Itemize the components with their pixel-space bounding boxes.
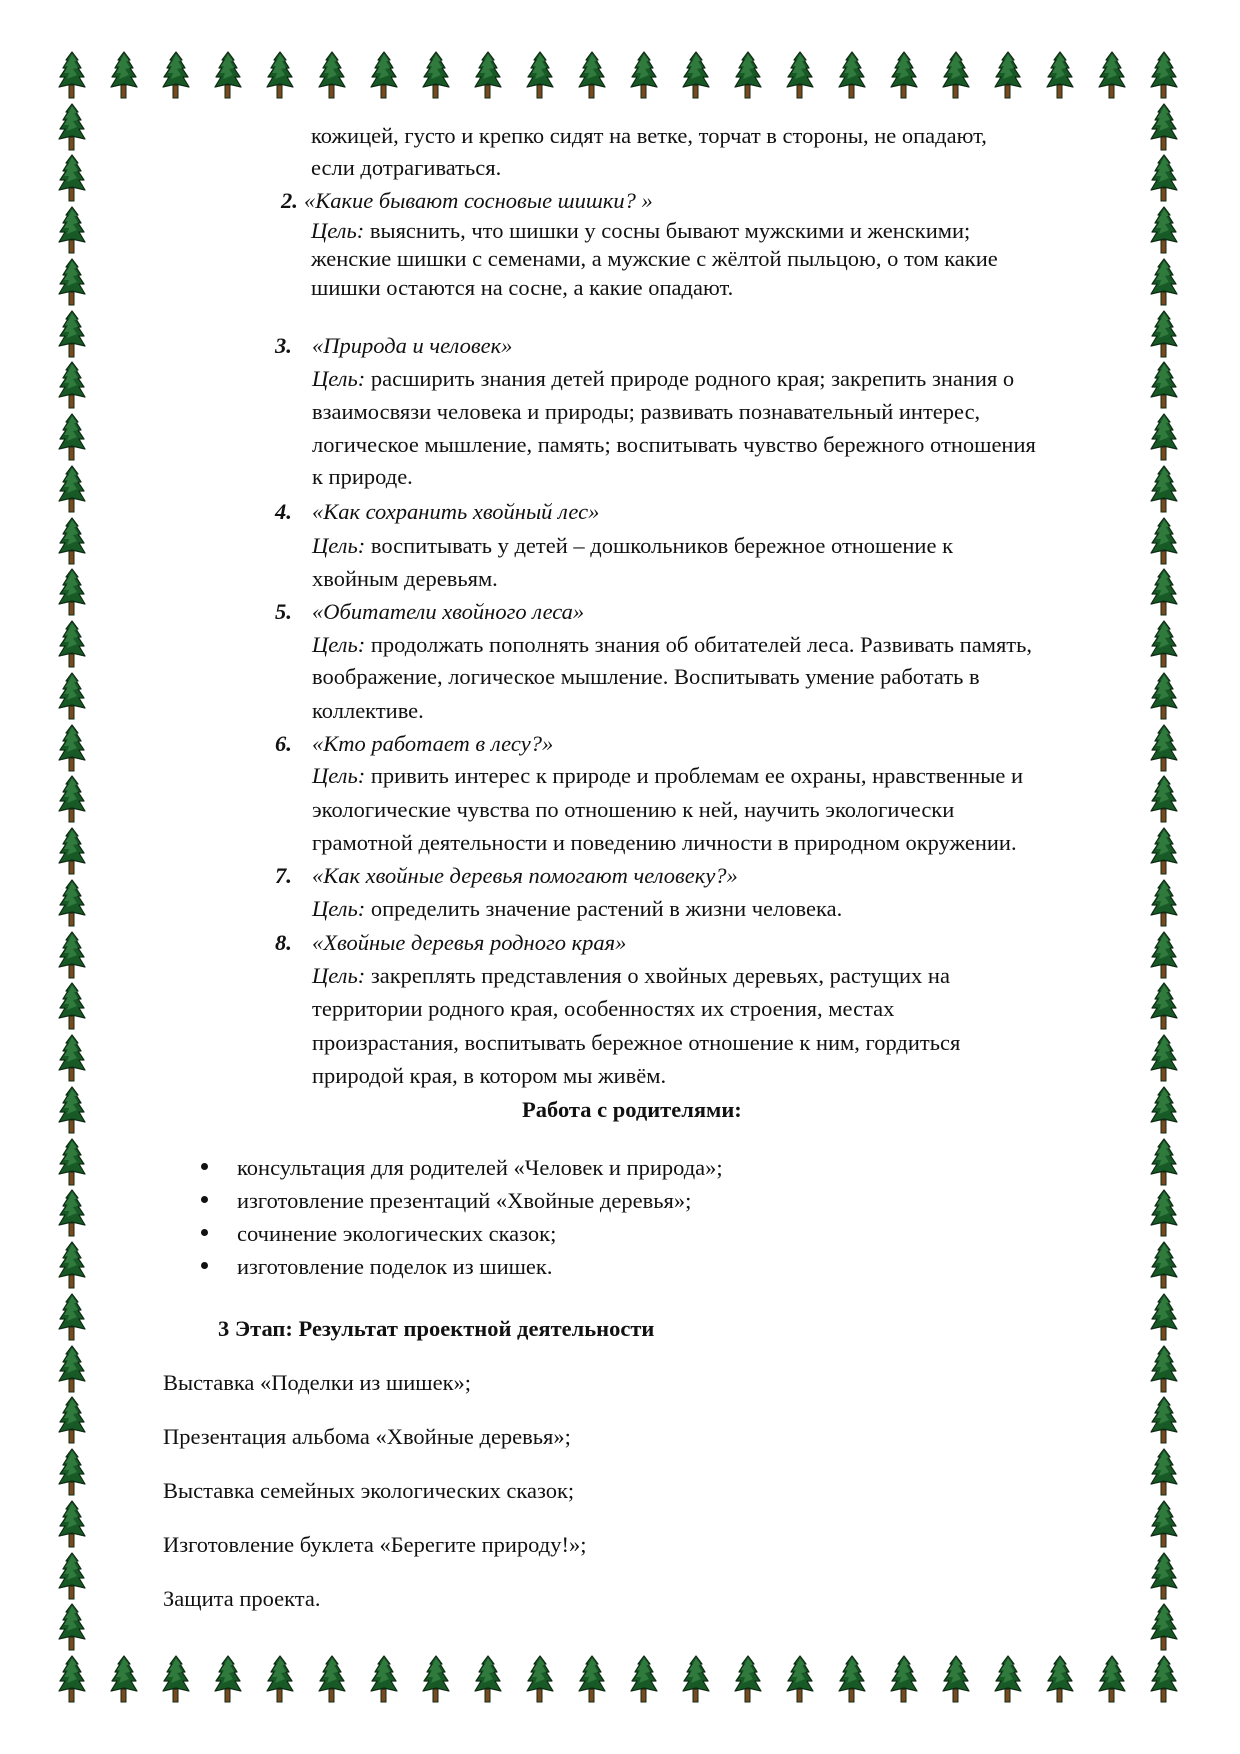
fir-tree-icon [1098, 1655, 1126, 1703]
fir-tree-icon [890, 51, 918, 99]
fir-tree-icon [630, 1655, 658, 1703]
fir-tree-icon [58, 724, 86, 772]
fir-tree-icon [526, 51, 554, 99]
fir-tree-icon [1150, 413, 1178, 461]
goal-text: коллективе. [312, 698, 424, 723]
fir-tree-icon [266, 51, 294, 99]
fir-tree-icon [58, 879, 86, 927]
goal-text: природой края, в котором мы живём. [312, 1063, 667, 1088]
bullet-icon [201, 1163, 208, 1170]
fir-tree-icon [58, 310, 86, 358]
item-goal-line [312, 529, 953, 562]
bullet-icon [201, 1229, 208, 1236]
item-goal-line [312, 959, 950, 992]
fir-tree-icon [58, 1293, 86, 1341]
list-item: изготовление поделок из шишек. [237, 1254, 553, 1279]
item-number: 8. [275, 930, 292, 955]
fir-tree-icon [474, 51, 502, 99]
item-goal-line [312, 628, 1032, 661]
fir-tree-icon [162, 51, 190, 99]
fir-tree-icon [58, 517, 86, 565]
fir-tree-icon [58, 1086, 86, 1134]
fir-tree-icon [1150, 1655, 1178, 1703]
item-goal-line [312, 759, 1023, 792]
item-title: «Как сохранить хвойный лес» [312, 499, 600, 524]
goal-text: закреплять представления о хвойных деревьях, растущих на [365, 963, 950, 988]
fir-tree-icon [58, 672, 86, 720]
fir-tree-icon [1150, 465, 1178, 513]
fir-tree-icon [58, 620, 86, 668]
fir-tree-icon [786, 51, 814, 99]
fir-tree-icon [1150, 1293, 1178, 1341]
fir-tree-icon [1150, 1086, 1178, 1134]
fir-tree-icon [578, 1655, 606, 1703]
continuation-line: если дотрагиваться. [311, 155, 502, 180]
fir-tree-icon [58, 1241, 86, 1289]
fir-tree-icon [58, 775, 86, 823]
item-number: 5. [275, 599, 292, 624]
goal-text: территории родного края, особенностях их строения, местах [312, 996, 895, 1021]
fir-tree-icon [58, 258, 86, 306]
goal-label: Цель: [311, 218, 365, 243]
fir-tree-icon [1150, 310, 1178, 358]
fir-tree-icon [1150, 1345, 1178, 1393]
fir-tree-icon [1150, 724, 1178, 772]
item-title: «Как хвойные деревья помогают человеку?» [312, 863, 738, 888]
fir-tree-icon [1150, 1603, 1178, 1651]
fir-tree-icon [214, 1655, 242, 1703]
fir-tree-icon [58, 982, 86, 1030]
fir-tree-icon [58, 827, 86, 875]
item-title: «Обитатели хвойного леса» [312, 599, 585, 624]
fir-tree-icon [422, 1655, 450, 1703]
fir-tree-icon [110, 1655, 138, 1703]
fir-tree-icon [1150, 517, 1178, 565]
fir-tree-icon [58, 1345, 86, 1393]
fir-tree-icon [838, 51, 866, 99]
fir-tree-icon [58, 154, 86, 202]
fir-tree-icon [58, 413, 86, 461]
goal-text: взаимосвязи человека и природы; развивать познавательный интерес, [312, 399, 981, 424]
result-item: Защита проекта. [163, 1586, 321, 1611]
fir-tree-icon [1150, 1500, 1178, 1548]
goal-text: произрастания, воспитывать бережное отношение к ним, гордиться [312, 1030, 961, 1055]
item-goal-line [312, 362, 1014, 395]
fir-tree-icon [1098, 51, 1126, 99]
fir-tree-icon [1150, 879, 1178, 927]
goal-text: привить интерес к природе и проблемам ее охраны, нравственные и [365, 763, 1024, 788]
fir-tree-icon [1150, 103, 1178, 151]
result-item: Выставка «Поделки из шишек»; [163, 1370, 472, 1395]
result-item: Изготовление буклета «Берегите природу!»; [163, 1532, 587, 1557]
fir-tree-icon [58, 103, 86, 151]
fir-tree-icon [1046, 51, 1074, 99]
fir-tree-icon [942, 1655, 970, 1703]
fir-tree-icon [1150, 1552, 1178, 1600]
item-title: «Природа и человек» [312, 333, 513, 358]
fir-tree-icon [1150, 1396, 1178, 1444]
goal-label: Цель: [312, 896, 366, 921]
fir-tree-icon [994, 51, 1022, 99]
result-item: Презентация альбома «Хвойные деревья»; [163, 1424, 571, 1449]
fir-tree-icon [58, 465, 86, 513]
fir-tree-icon [578, 51, 606, 99]
fir-tree-icon [58, 1655, 86, 1703]
bullet-icon [201, 1262, 208, 1269]
item-title: «Хвойные деревья родного края» [312, 930, 627, 955]
fir-tree-icon [1150, 258, 1178, 306]
goal-text: расширить знания детей природе родного края; закрепить знания о [365, 366, 1015, 391]
fir-tree-icon [1150, 982, 1178, 1030]
goal-label: Цель: [312, 763, 366, 788]
fir-tree-icon [214, 51, 242, 99]
stage3-heading: 3 Этап: Результат проектной деятельности [218, 1316, 655, 1341]
list-item: сочинение экологических сказок; [237, 1221, 557, 1246]
fir-tree-icon [1150, 1189, 1178, 1237]
fir-tree-icon [58, 1189, 86, 1237]
fir-tree-icon [422, 51, 450, 99]
goal-text: хвойным деревьям. [312, 566, 498, 591]
fir-tree-icon [58, 1034, 86, 1082]
goal-text: выяснить, что шишки у сосны бывают мужскими и женскими; [364, 218, 971, 243]
fir-tree-icon [110, 51, 138, 99]
goal-label: Цель: [312, 533, 366, 558]
fir-tree-icon [1150, 568, 1178, 616]
item-goal-line [312, 892, 842, 925]
goal-text: экологические чувства по отношению к ней, научить экологически [312, 797, 955, 822]
fir-tree-icon [994, 1655, 1022, 1703]
fir-tree-icon [58, 1448, 86, 1496]
fir-tree-icon [474, 1655, 502, 1703]
fir-tree-icon [318, 1655, 346, 1703]
item-title: «Кто работает в лесу?» [312, 731, 554, 756]
fir-tree-icon [1150, 775, 1178, 823]
fir-tree-icon [58, 931, 86, 979]
fir-tree-icon [1150, 620, 1178, 668]
fir-tree-icon [1150, 1448, 1178, 1496]
fir-tree-icon [1150, 1138, 1178, 1186]
item-title: «Какие бывают сосновые шишки? » [304, 188, 653, 213]
fir-tree-icon [890, 1655, 918, 1703]
fir-tree-icon [1046, 1655, 1074, 1703]
goal-text: грамотной деятельности и поведению личности в природном окружении. [312, 830, 1017, 855]
fir-tree-icon [1150, 827, 1178, 875]
fir-tree-icon [58, 361, 86, 409]
fir-tree-icon [58, 568, 86, 616]
goal-text: воображение, логическое мышление. Воспитывать умение работать в [312, 664, 980, 689]
fir-tree-icon [630, 51, 658, 99]
fir-tree-icon [58, 1396, 86, 1444]
fir-tree-icon [162, 1655, 190, 1703]
fir-tree-icon [58, 1603, 86, 1651]
goal-text: шишки остаются на сосне, а какие опадают. [311, 275, 734, 300]
fir-tree-icon [734, 51, 762, 99]
goal-text: к природе. [312, 464, 413, 489]
fir-tree-icon [1150, 1034, 1178, 1082]
fir-tree-icon [1150, 206, 1178, 254]
fir-tree-icon [370, 1655, 398, 1703]
goal-text: продолжать пополнять знания об обитателей леса. Развивать память, [365, 632, 1033, 657]
fir-tree-icon [58, 1500, 86, 1548]
goal-text: определить значение растений в жизни человека. [365, 896, 843, 921]
fir-tree-icon [682, 51, 710, 99]
goal-text: женские шишки с семенами, а мужские с жёлтой пыльцою, о том какие [311, 246, 998, 271]
fir-tree-icon [786, 1655, 814, 1703]
list-item: изготовление презентаций «Хвойные деревья»; [237, 1188, 692, 1213]
fir-tree-icon [734, 1655, 762, 1703]
fir-tree-icon [318, 51, 346, 99]
item-number: 2. [281, 188, 298, 213]
fir-tree-icon [58, 1138, 86, 1186]
fir-tree-icon [370, 51, 398, 99]
fir-tree-icon [58, 206, 86, 254]
fir-tree-icon [838, 1655, 866, 1703]
goal-label: Цель: [312, 366, 366, 391]
goal-text: логическое мышление, память; воспитывать чувство бережного отношения [312, 432, 1036, 457]
result-item: Выставка семейных экологических сказок; [163, 1478, 575, 1503]
fir-tree-icon [58, 51, 86, 99]
item-number: 7. [275, 863, 292, 888]
fir-tree-icon [1150, 931, 1178, 979]
continuation-line: кожицей, густо и крепко сидят на ветке, торчат в стороны, не опадают, [311, 123, 987, 148]
fir-tree-icon [1150, 51, 1178, 99]
fir-tree-icon [682, 1655, 710, 1703]
fir-tree-icon [58, 1552, 86, 1600]
goal-label: Цель: [312, 632, 366, 657]
item-number: 4. [275, 499, 292, 524]
parents-heading: Работа с родителями: [522, 1097, 742, 1122]
fir-tree-icon [1150, 1241, 1178, 1289]
goal-text: воспитывать у детей – дошкольников бережное отношение к [365, 533, 953, 558]
fir-tree-icon [1150, 672, 1178, 720]
item-number: 3. [275, 333, 292, 358]
fir-tree-icon [942, 51, 970, 99]
fir-tree-icon [1150, 154, 1178, 202]
fir-tree-icon [266, 1655, 294, 1703]
fir-tree-icon [1150, 361, 1178, 409]
item-number: 6. [275, 731, 292, 756]
bullet-icon [201, 1196, 208, 1203]
goal-label: Цель: [312, 963, 366, 988]
list-item: консультация для родителей «Человек и природа»; [237, 1155, 723, 1180]
fir-tree-icon [526, 1655, 554, 1703]
